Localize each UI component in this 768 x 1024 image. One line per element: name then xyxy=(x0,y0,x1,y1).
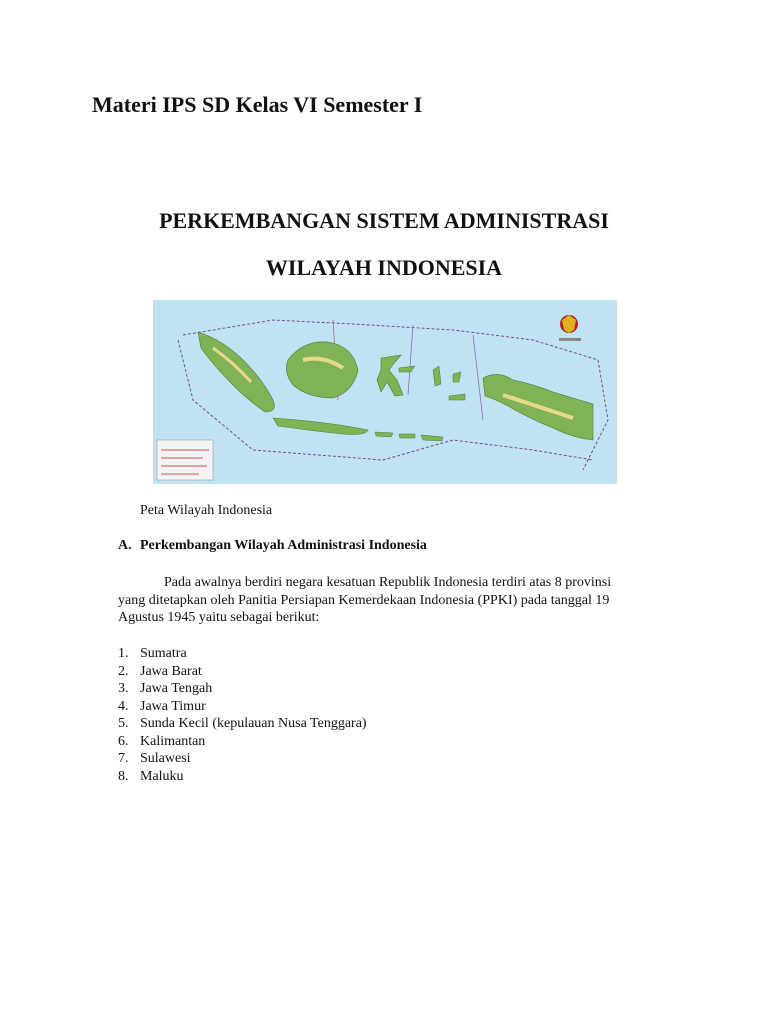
paragraph-line-1: Pada awalnya berdiri negara kesatuan Republik Indonesia terdiri atas 8 provinsi xyxy=(164,575,612,590)
section-heading-text: Perkembangan Wilayah Administrasi Indonesia xyxy=(140,538,427,553)
section-marker: A. xyxy=(118,538,132,553)
list-number: 7. xyxy=(118,751,129,766)
list-item xyxy=(118,680,367,698)
document-title-line-1: PERKEMBANGAN SISTEM ADMINISTRASI xyxy=(159,208,609,233)
province-name: Sunda Kecil (kepulauan Nusa Tenggara) xyxy=(140,716,367,731)
province-name: Jawa Tengah xyxy=(140,681,213,696)
paragraph-line-2: yang ditetapkan oleh Panitia Persiapan Kemerdekaan Indonesia (PPKI) pada tanggal 19 xyxy=(118,592,610,608)
list-number: 8. xyxy=(118,768,129,784)
list-item xyxy=(118,715,367,733)
list-number: 3. xyxy=(118,681,129,696)
paragraph-line-3: Agustus 1945 yaitu sebagai berikut: xyxy=(118,610,320,625)
province-name: Sumatra xyxy=(140,646,187,661)
province-name: Kalimantan xyxy=(140,733,206,749)
province-name: Jawa Timur xyxy=(140,698,206,714)
map-caption: Peta Wilayah Indonesia xyxy=(140,503,273,518)
map-of-indonesia-icon xyxy=(153,300,617,484)
list-item xyxy=(118,768,367,786)
list-number: 1. xyxy=(118,646,129,661)
intro-paragraph xyxy=(118,574,678,627)
province-name: Maluku xyxy=(140,768,184,784)
list-item xyxy=(118,698,367,716)
list-number: 5. xyxy=(118,716,129,731)
list-item xyxy=(118,663,367,681)
list-item xyxy=(118,733,367,751)
province-name: Sulawesi xyxy=(140,751,191,766)
document-title-line-2: WILAYAH INDONESIA xyxy=(265,255,503,280)
list-item xyxy=(118,645,367,663)
list-number: 4. xyxy=(118,698,129,714)
document-header: Materi IPS SD Kelas VI Semester I xyxy=(92,92,423,117)
province-list xyxy=(118,645,367,785)
province-name: Jawa Barat xyxy=(140,663,202,679)
list-item xyxy=(118,750,367,768)
indonesia-map-image xyxy=(153,300,617,484)
section-heading xyxy=(118,538,427,554)
list-number: 6. xyxy=(118,733,129,749)
list-number: 2. xyxy=(118,663,129,679)
